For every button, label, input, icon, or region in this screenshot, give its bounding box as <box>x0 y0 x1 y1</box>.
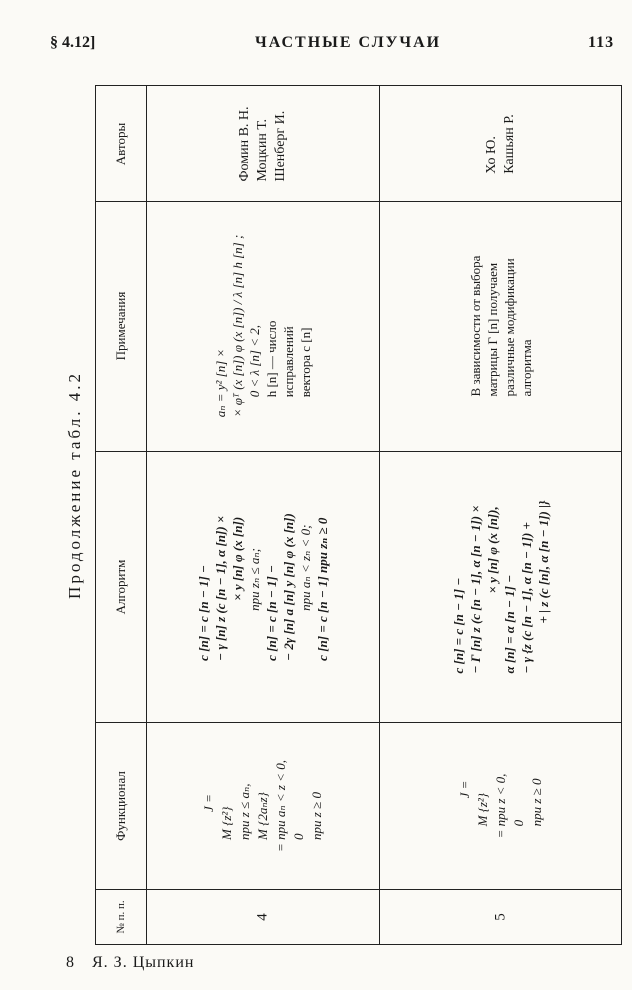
row-5-functional <box>379 722 623 889</box>
section-number: § 4.12] <box>50 34 96 51</box>
signature-number: 8 <box>66 954 74 971</box>
row-4-authors <box>146 86 379 201</box>
header-authors: Авторы <box>113 122 128 165</box>
row-5-notes <box>379 201 623 451</box>
row-4-functional <box>146 722 379 889</box>
authors-list: Фомин В. Н. Моцкин Т. Шенберг И. <box>236 105 288 182</box>
row-4-algorithm <box>146 451 379 722</box>
authors-list: Хо Ю. Кашьян Р. <box>484 113 517 174</box>
notes-text: aₙ = y² [n] × × φᵀ (x [n]) φ (x [n]) / λ [n] h [n] ; 0 < λ [n] < 2, h [n] — число исправлений вектора c [n] <box>212 234 313 418</box>
functional-formula: J = M {z²} = при z < 0, 0 при z ≥ 0 <box>457 773 544 838</box>
header-notes: Примечания <box>113 291 128 361</box>
algorithm-formula: c [n] = c [n − 1] − − γ [n] z (c [n − 1], α [n]) × × y [n] φ (x [n]) при zₙ ≤ aₙ; c [n] = c [n − 1] − − 2γ [n] a [n] y [n] φ (x [n]) при aₙ < zₙ < 0; c [n] = c [n − 1] при zₙ ≥ 0 <box>195 512 330 661</box>
author-name: Я. З. Цыпкин <box>92 954 195 971</box>
row-4-number: 4 <box>254 912 270 921</box>
row-5-authors <box>379 86 623 201</box>
row-4-notes <box>146 201 379 451</box>
algorithm-formula: c [n] = c [n − 1] − − Γ [n] z (c [n − 1], α [n − 1]) × × y [n] φ (x [n]), α [n] = α [n − 1] − − γ {z (c [n − 1], α [n − 1]) + + | z (c [n], α [n − 1]) |} <box>451 500 551 673</box>
notes-text: В зависимости от выбора матрицы Γ [n] получаем различные модификации алгоритма <box>468 255 534 397</box>
algorithms-table <box>95 85 622 945</box>
header-algorithm: Алгоритм <box>113 559 128 614</box>
page-title: ЧАСТНЫЕ СЛУЧАИ <box>255 34 442 51</box>
header-functional: Функционал <box>113 770 128 841</box>
table-caption-text: Продолжение табл. 4.2 <box>65 371 84 599</box>
header-num: № п. п. <box>115 899 127 934</box>
row-5-number: 5 <box>492 912 509 921</box>
row-5-algorithm <box>379 451 623 722</box>
functional-formula: J = M {z²} при z ≤ aₙ, M {2aₙz} = при aₙ < z < 0, 0 при z ≥ 0 <box>200 759 324 852</box>
table-caption <box>60 92 90 878</box>
page-number: 113 <box>588 34 615 51</box>
